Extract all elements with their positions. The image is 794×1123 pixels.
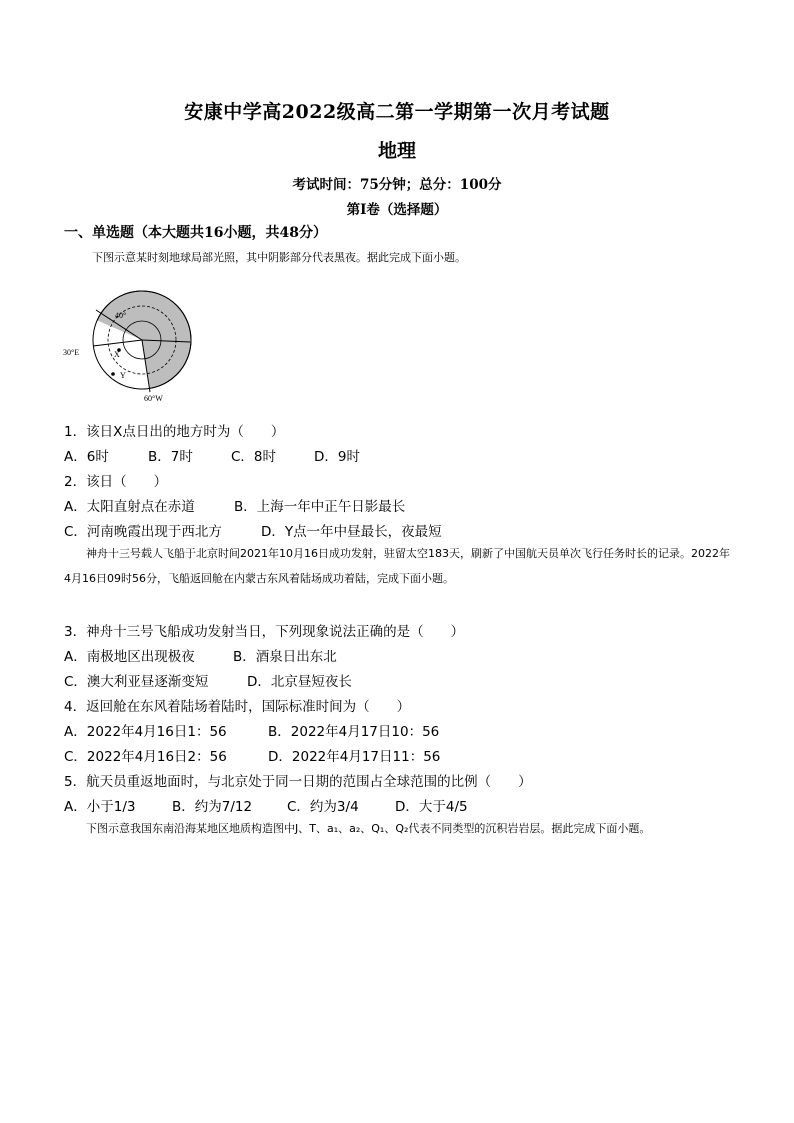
q5-option-b[interactable]: B．约为7/12 bbox=[172, 799, 253, 815]
q3-option-b[interactable]: B．酒泉日出东北 bbox=[233, 649, 337, 665]
q5-option-d[interactable]: D．大于4/5 bbox=[395, 799, 468, 815]
volume-title: 第Ⅰ卷（选择题） bbox=[346, 202, 448, 218]
illumination-figure bbox=[62, 280, 194, 406]
q1-option-b[interactable]: B．7时 bbox=[148, 449, 193, 465]
q2-option-b[interactable]: B．上海一年中正午日影最长 bbox=[234, 499, 406, 515]
exam-info: 考试时间：75分钟；总分：100分 bbox=[292, 177, 502, 193]
q5-stem: 5．航天员重返地面时，与北京处于同一日期的范围占全球范围的比例（ ） bbox=[64, 774, 532, 790]
q1-stem: 1．该日X点日出的地方时为（ ） bbox=[64, 424, 285, 440]
q4-option-d[interactable]: D．2022年4月17日11：56 bbox=[268, 749, 441, 765]
earth-illumination-diagram bbox=[62, 280, 194, 402]
lat-label: 40° bbox=[115, 311, 127, 320]
q1-option-c[interactable]: C．8时 bbox=[231, 449, 277, 465]
q5-option-a[interactable]: A．小于1/3 bbox=[64, 799, 136, 815]
lon-bottom-label: 60°W bbox=[144, 394, 163, 402]
q3-option-a[interactable]: A．南极地区出现极夜 bbox=[64, 649, 195, 665]
q4-stem: 4．返回舱在东风着陆场着陆时，国际标准时间为（ ） bbox=[64, 699, 411, 715]
q2-option-c[interactable]: C．河南晚霞出现于西北方 bbox=[64, 524, 222, 540]
q4-option-a[interactable]: A．2022年4月16日1：56 bbox=[64, 724, 227, 740]
group1-intro: 下图示意某时刻地球局部光照，其中阴影部分代表黑夜。据此完成下面小题。 bbox=[92, 251, 466, 264]
point-y-label: Y bbox=[120, 371, 126, 380]
q2-stem: 2．该日（ ） bbox=[64, 474, 168, 490]
q2-option-a[interactable]: A．太阳直射点在赤道 bbox=[64, 499, 195, 515]
point-y bbox=[111, 372, 115, 376]
group2-intro: 神舟十三号载人飞船于北京时间2021年10月16日成功发射，驻留太空183天，刷新了中国航天员单次飞行任务时长的记录。2022年4月16日09时56分，飞船返回舱在内蒙古东风着陆场成功着陆，完成下面小题。 bbox=[64, 547, 730, 585]
q1-option-a[interactable]: A．6时 bbox=[64, 449, 109, 465]
subject-title: 地理 bbox=[377, 140, 416, 162]
q2-option-d[interactable]: D．Y点一年中昼最长，夜最短 bbox=[261, 524, 442, 540]
q4-option-b[interactable]: B．2022年4月17日10：56 bbox=[268, 724, 440, 740]
exam-title: 安康中学高2022级高二第一学期第一次月考试题 bbox=[184, 101, 610, 123]
q4-option-c[interactable]: C．2022年4月16日2：56 bbox=[64, 749, 227, 765]
q3-option-c[interactable]: C．澳大利亚昼逐渐变短 bbox=[64, 674, 209, 690]
q3-option-d[interactable]: D．北京昼短夜长 bbox=[247, 674, 352, 690]
group3-intro: 下图示意我国东南沿海某地区地质构造图中J、T、a₁、a₂、Q₁、Q₂代表不同类型的沉积岩岩层。据此完成下面小题。 bbox=[86, 822, 651, 835]
q3-stem: 3．神舟十三号飞船成功发射当日，下列现象说法正确的是（ ） bbox=[64, 624, 465, 640]
lon-left-label: 30°E bbox=[63, 348, 80, 357]
q1-option-d[interactable]: D．9时 bbox=[314, 449, 360, 465]
section-heading: 一、单选题（本大题共16小题，共48分） bbox=[64, 225, 327, 241]
q5-option-c[interactable]: C．约为3/4 bbox=[287, 799, 359, 815]
point-x-label: X bbox=[114, 350, 120, 359]
